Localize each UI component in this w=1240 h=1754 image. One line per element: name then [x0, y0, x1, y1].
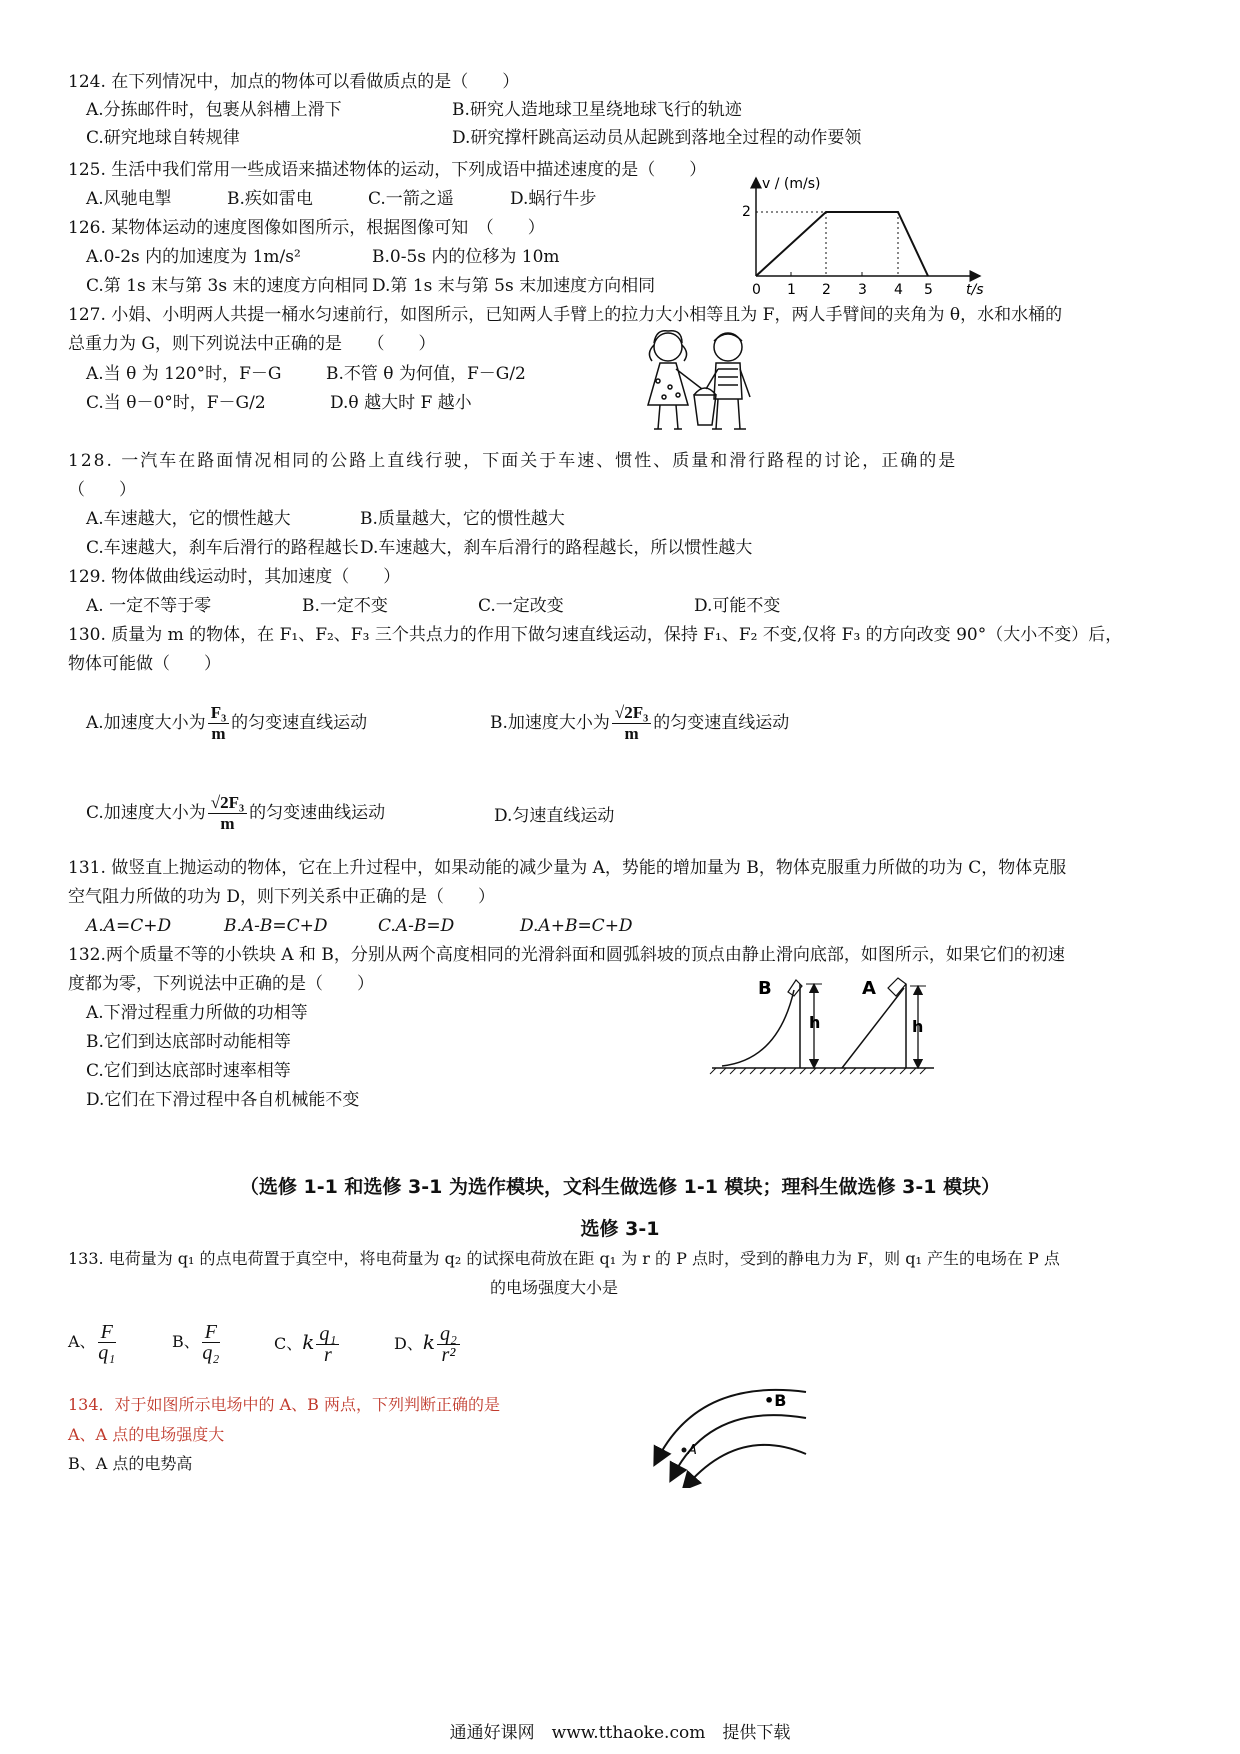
q128-option-c: C.车速越大，刹车后滑行的路程越长 — [86, 538, 359, 558]
q133-c-numerator: q₁ — [316, 1324, 339, 1345]
q127-option-a: A.当 θ 为 120°时，F－G — [86, 364, 282, 384]
slope-label-a: A — [862, 978, 876, 999]
graph-xtick-0: 0 — [752, 282, 761, 298]
q131-option-a: A.A=C+D — [86, 916, 172, 936]
q132-stem-line1: 132.两个质量不等的小铁块 A 和 B，分别从两个高度相同的光滑斜面和圆弧斜坡的顶点由静止滑向底部，如图所示，如果它们的初速 — [68, 945, 1065, 965]
q130-c-fraction — [208, 793, 247, 834]
q130-stem-line1: 130. 质量为 m 的物体，在 F₁、F₂、F₃ 三个共点力的作用下做匀速直线运动，保持 F₁、F₂ 不变,仅将 F₃ 的方向改变 90°（大小不变）后， — [68, 625, 1123, 645]
slope-height-label-2: h — [912, 1017, 924, 1036]
q127-option-b: B.不管 θ 为何值，F－G/2 — [326, 364, 526, 384]
q127-stem-line2: 总重力为 G，则下列说法中正确的是 （ ） — [68, 334, 436, 354]
q133-c-fraction — [316, 1324, 339, 1365]
graph-xlabel: t/s — [966, 282, 984, 298]
q128-option-b: B.质量越大，它的惯性越大 — [360, 509, 565, 529]
q129-option-c: C.一定改变 — [478, 596, 564, 616]
q134-option-a: A、A 点的电场强度大 — [68, 1425, 225, 1444]
q133-b-numerator: F — [202, 1322, 220, 1343]
q133-b-denominator: q₂ — [202, 1342, 220, 1364]
q130-option-a — [86, 700, 367, 746]
footer: 通通好课网 www.tthaoke.com 提供下载 — [449, 1723, 791, 1743]
q128-stem-line2: （ ） — [68, 480, 136, 500]
q130-a-suffix: 的匀变速直线运动 — [231, 713, 368, 733]
electric-field-lines-figure — [640, 1378, 820, 1488]
q130-c-numerator: √2F₃ — [208, 793, 247, 814]
q129-option-d: D.可能不变 — [694, 596, 781, 616]
q131-option-c: C.A-B=D — [378, 916, 455, 936]
graph-ylabel: v / (m/s) — [762, 176, 821, 192]
q133-d-k: k — [422, 1330, 435, 1354]
q127-option-c: C.当 θ－0°时，F－G/2 — [86, 393, 266, 413]
q133-option-a — [68, 1318, 118, 1366]
q131-stem-line1: 131. 做竖直上抛运动的物体，它在上升过程中，如果动能的减少量为 A，势能的增加量为 B，物体克服重力所做的功为 C，物体克服 — [68, 858, 1067, 878]
q130-c-prefix: C.加速度大小为 — [86, 803, 206, 823]
q132-option-c: C.它们到达底部时速率相等 — [86, 1061, 291, 1081]
graph-xtick-2: 2 — [822, 282, 831, 298]
q133-b-fraction — [202, 1322, 220, 1363]
q133-c-denominator: r — [323, 1344, 332, 1366]
q130-stem-line2: 物体可能做（ ） — [68, 654, 221, 674]
q124-option-d: D.研究撑杆跳高运动员从起跳到落地全过程的动作要领 — [452, 128, 862, 148]
q133-option-b — [172, 1318, 222, 1366]
q130-option-c — [86, 790, 385, 836]
q133-a-denominator: q₁ — [98, 1342, 116, 1364]
q130-a-denominator: m — [211, 724, 226, 743]
slope-height-label-1: h — [809, 1013, 821, 1032]
q130-b-numerator: √2F₃ — [612, 703, 651, 724]
velocity-time-graph — [730, 172, 1000, 302]
q125-option-a: A.风驰电掣 — [86, 189, 172, 209]
graph-xtick-4: 4 — [894, 282, 903, 298]
q131-option-b: B.A-B=C+D — [224, 916, 328, 936]
q133-a-fraction — [98, 1322, 116, 1363]
q130-b-fraction — [612, 703, 651, 744]
q124-option-b: B.研究人造地球卫星绕地球飞行的轨迹 — [452, 100, 742, 120]
q130-b-suffix: 的匀变速直线运动 — [653, 713, 790, 733]
q133-a-label: A、 — [68, 1332, 96, 1351]
q134-option-b: B、A 点的电势高 — [68, 1454, 193, 1473]
kids-carrying-bucket-illustration — [630, 325, 780, 440]
q131-option-d: D.A+B=C+D — [520, 916, 633, 936]
q126-option-d: D.第 1s 末与第 5s 末加速度方向相同 — [372, 276, 656, 296]
q133-b-label: B、 — [172, 1332, 200, 1351]
q130-a-prefix: A.加速度大小为 — [86, 713, 206, 733]
q125-option-b: B.疾如雷电 — [227, 189, 313, 209]
q130-b-denominator: m — [624, 724, 639, 743]
q132-option-d: D.它们在下滑过程中各自机械能不变 — [86, 1090, 360, 1110]
q130-b-prefix: B.加速度大小为 — [490, 713, 610, 733]
slopes-figure — [708, 970, 938, 1080]
q124-option-c: C.研究地球自转规律 — [86, 128, 240, 148]
q124-option-a: A.分拣邮件时，包裹从斜槽上滑下 — [86, 100, 342, 120]
q133-c-label: C、 — [274, 1334, 303, 1353]
q126-option-a: A.0-2s 内的加速度为 1m/s² — [86, 247, 301, 267]
q131-stem-line2: 空气阻力所做的功为 D，则下列关系中正确的是（ ） — [68, 887, 496, 907]
graph-xtick-5: 5 — [924, 282, 933, 298]
field-point-a-label: A — [688, 1443, 697, 1458]
q132-stem-line2: 度都为零，下列说法中正确的是（ ） — [68, 974, 374, 994]
section-note: （选修 1-1 和选修 3-1 为选作模块，文科生做选修 1-1 模块；理科生做选修 3-1 模块） — [239, 1176, 1001, 1198]
q130-option-b — [490, 700, 789, 746]
q126-stem: 126. 某物体运动的速度图像如图所示，根据图像可知 （ ） — [68, 218, 545, 238]
section-title: 选修 3-1 — [580, 1218, 660, 1240]
graph-xtick-1: 1 — [787, 282, 796, 298]
q133-d-numerator: q₂ — [437, 1324, 460, 1345]
q130-a-numerator: F₃ — [208, 703, 229, 724]
graph-xtick-3: 3 — [858, 282, 867, 298]
q132-option-b: B.它们到达底部时动能相等 — [86, 1032, 291, 1052]
q127-stem-line1: 127. 小娟、小明两人共提一桶水匀速前行，如图所示，已知两人手臂上的拉力大小相等且为 F，两人手臂间的夹角为 θ，水和水桶的 — [68, 305, 1063, 325]
q126-option-c: C.第 1s 末与第 3s 末的速度方向相同 — [86, 276, 369, 296]
q130-option-d: D.匀速直线运动 — [494, 806, 615, 826]
q125-option-c: C.一箭之遥 — [368, 189, 454, 209]
q133-option-c — [274, 1318, 341, 1368]
field-point-b-label: •B — [764, 1391, 787, 1410]
q130-c-suffix: 的匀变速曲线运动 — [249, 803, 386, 823]
q130-a-fraction — [208, 703, 229, 744]
q129-option-b: B.一定不变 — [302, 596, 388, 616]
q134-stem: 134．对于如图所示电场中的 A、B 两点，下列判断正确的是 — [68, 1395, 501, 1414]
q133-d-fraction — [437, 1324, 460, 1365]
q126-option-b: B.0-5s 内的位移为 10m — [372, 247, 560, 267]
field-point-a-dot — [682, 1448, 687, 1453]
q133-d-denominator: r² — [441, 1344, 456, 1366]
q128-option-d: D.车速越大，刹车后滑行的路程越长，所以惯性越大 — [360, 538, 753, 558]
graph-ytick-2: 2 — [742, 204, 751, 220]
q125-stem: 125. 生活中我们常用一些成语来描述物体的运动，下列成语中描述速度的是（ ） — [68, 160, 707, 180]
q129-option-a: A. 一定不等于零 — [86, 596, 212, 616]
q128-option-a: A.车速越大，它的惯性越大 — [86, 509, 291, 529]
q128-stem-line1: 128. 一汽车在路面情况相同的公路上直线行驶，下面关于车速、惯性、质量和滑行路程的讨论，正确的是 — [68, 451, 958, 471]
q133-c-k: k — [302, 1330, 315, 1354]
q132-option-a: A.下滑过程重力所做的功相等 — [86, 1003, 308, 1023]
q125-option-d: D.蜗行牛步 — [510, 189, 597, 209]
q133-stem-line1: 133. 电荷量为 q₁ 的点电荷置于真空中，将电荷量为 q₂ 的试探电荷放在距 q₁ 为 r 的 P 点时，受到的静电力为 F，则 q₁ 产生的电场在 P 点 — [68, 1249, 1060, 1268]
q124-stem: 124. 在下列情况中，加点的物体可以看做质点的是（ ） — [68, 72, 520, 92]
q127-option-d: D.θ 越大时 F 越小 — [330, 393, 472, 413]
q130-c-denominator: m — [220, 814, 235, 833]
q133-a-numerator: F — [98, 1322, 116, 1343]
q133-option-d — [394, 1318, 462, 1368]
q133-d-label: D、 — [394, 1334, 423, 1353]
slope-label-b: B — [758, 978, 772, 999]
q129-stem: 129. 物体做曲线运动时，其加速度（ ） — [68, 567, 401, 587]
q133-stem-line2: 的电场强度大小是 — [490, 1278, 619, 1297]
